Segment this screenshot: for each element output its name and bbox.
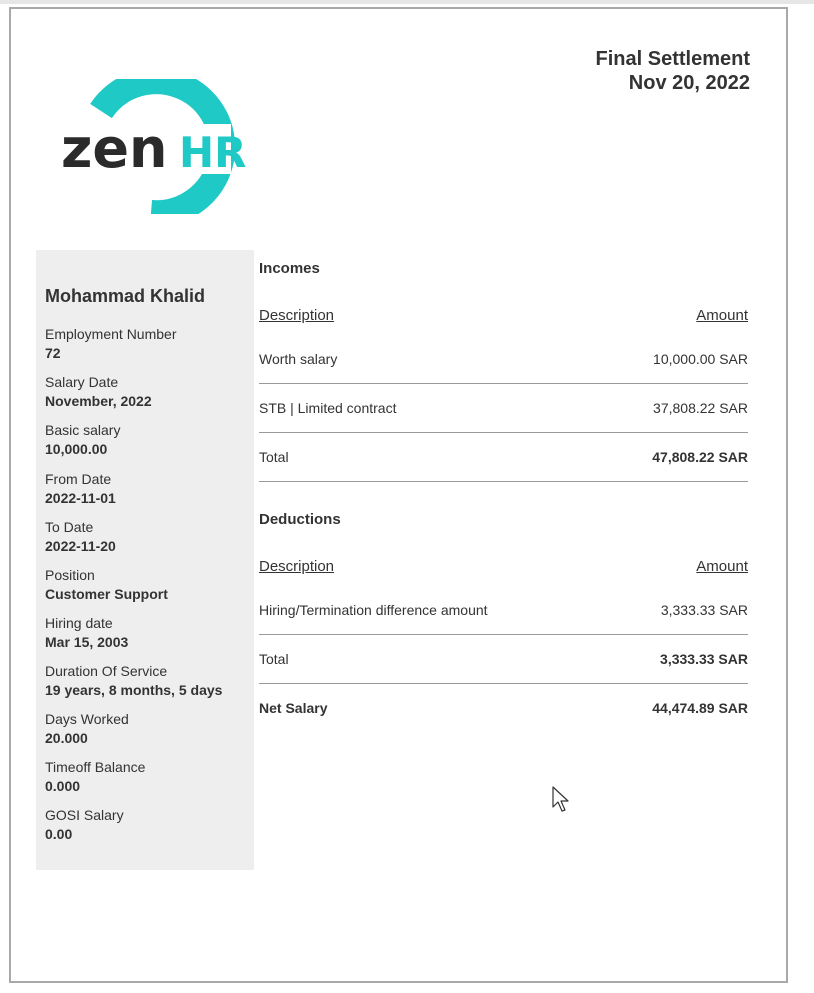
field-label: Employment Number (45, 326, 177, 342)
document-header (596, 47, 750, 95)
deductions-amount-header: Amount (696, 558, 748, 575)
incomes-row (259, 400, 748, 449)
logo-text-zen: zen (61, 117, 168, 180)
incomes-row (259, 351, 748, 400)
zenhr-logo (53, 79, 253, 214)
field-position (45, 566, 250, 604)
field-label: Duration Of Service (45, 663, 168, 679)
row-divider (259, 634, 748, 635)
field-to-date (45, 518, 250, 556)
net-salary-amount: 44,474.89 SAR (652, 700, 748, 716)
field-salary-date (45, 373, 250, 411)
total-amount: 3,333.33 SAR (660, 651, 748, 667)
field-label: To Date (45, 519, 94, 535)
viewer-top-strip (0, 0, 814, 4)
net-salary-label: Net Salary (259, 700, 328, 716)
field-value: 0.000 (45, 778, 81, 794)
field-value: Mar 15, 2003 (45, 634, 129, 650)
field-label: Hiring date (45, 615, 113, 631)
net-salary-row (259, 700, 748, 749)
deductions-title: Deductions (259, 511, 341, 528)
deductions-row (259, 602, 748, 651)
total-amount: 47,808.22 SAR (652, 449, 748, 465)
row-amount: 37,808.22 SAR (653, 400, 748, 416)
incomes-title: Incomes (259, 260, 320, 277)
total-label: Total (259, 651, 289, 667)
field-label: Timeoff Balance (45, 759, 146, 775)
row-description: Worth salary (259, 351, 338, 367)
mouse-pointer-icon (552, 786, 572, 814)
incomes-amount-header: Amount (696, 307, 748, 324)
field-value: 20.000 (45, 730, 88, 746)
row-amount: 10,000.00 SAR (653, 351, 748, 367)
row-amount: 3,333.33 SAR (660, 602, 748, 618)
field-employment-number (45, 325, 250, 363)
field-value: 2022-11-20 (45, 538, 116, 554)
field-value: 0.00 (45, 826, 73, 842)
field-label: GOSI Salary (45, 807, 124, 823)
field-hiring-date (45, 614, 250, 652)
field-label: Salary Date (45, 374, 119, 390)
employee-name: Mohammad Khalid (45, 286, 206, 306)
row-description: Hiring/Termination difference amount (259, 602, 488, 618)
field-label: Days Worked (45, 711, 129, 727)
field-timeoff-balance (45, 758, 250, 796)
employee-sidebar (36, 250, 254, 870)
field-value: 2022-11-01 (45, 490, 116, 506)
row-divider (259, 683, 748, 684)
field-from-date (45, 470, 250, 508)
row-divider (259, 383, 748, 384)
field-label: Position (45, 567, 95, 583)
field-gosi-salary (45, 806, 250, 844)
incomes-description-header: Description (259, 307, 335, 324)
field-value: 10,000.00 (45, 441, 108, 457)
row-divider (259, 481, 748, 482)
field-value: November, 2022 (45, 393, 152, 409)
deductions-total-row (259, 651, 748, 700)
document-date: Nov 20, 2022 (628, 72, 750, 94)
row-divider (259, 432, 748, 433)
field-label: Basic salary (45, 422, 121, 438)
field-value: 19 years, 8 months, 5 days (45, 682, 223, 698)
logo-text-hr: HR (179, 128, 247, 177)
incomes-total-row (259, 449, 748, 498)
settlement-page (9, 7, 788, 983)
field-value: 72 (45, 345, 61, 361)
document-title: Final Settlement (595, 48, 750, 70)
deductions-description-header: Description (259, 558, 335, 575)
field-label: From Date (45, 471, 112, 487)
field-basic-salary (45, 421, 250, 459)
total-label: Total (259, 449, 289, 465)
row-description: STB | Limited contract (259, 400, 397, 416)
field-days-worked (45, 710, 250, 748)
field-duration-of-service (45, 662, 250, 700)
field-value: Customer Support (45, 586, 168, 602)
